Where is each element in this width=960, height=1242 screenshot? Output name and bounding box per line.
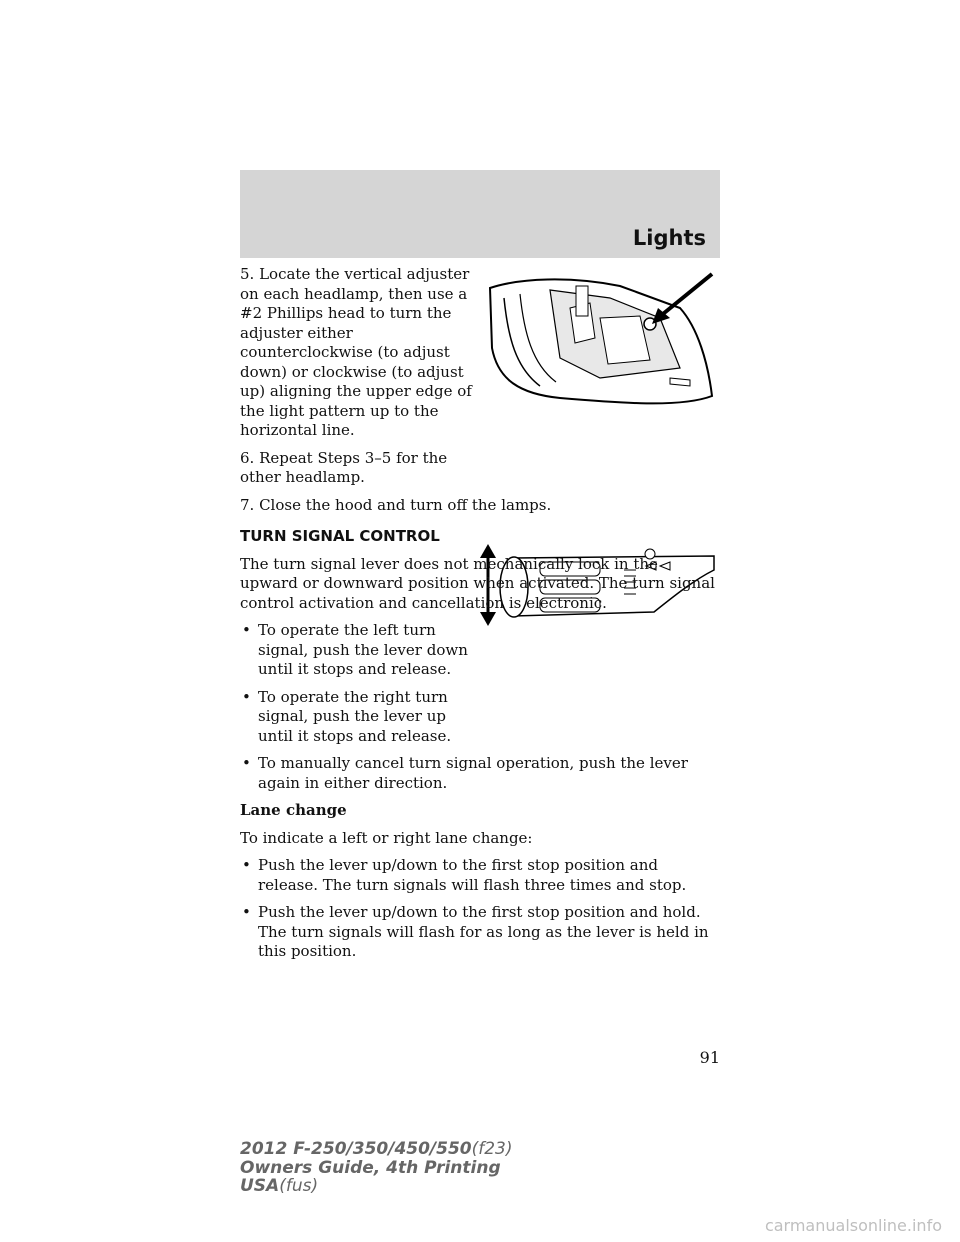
turn-signal-intro: The turn signal lever does not mechanically lock in the upward or downward position when activated. The turn signal control activation and cancellation is electronic. — [240, 554, 715, 612]
heading-lane-change: Lane change — [240, 801, 347, 819]
bullet-symbol: • — [242, 856, 251, 874]
list-item — [240, 688, 480, 747]
step-5: 5. Locate the vertical adjuster on each headlamp, then use a #2 Phillips head to turn the adjuster either counterclockwise (to adjust down) or clockwise (to adjust up) aligning the upper edge of the light pattern up to the horizontal line. — [240, 265, 472, 439]
list-item-text: To operate the left turn signal, push the lever down until it stops and release. — [258, 621, 468, 678]
section-header-band — [240, 170, 720, 258]
list-item-text: Push the lever up/down to the first stop position and release. The turn signals will flash three times and stop. — [258, 856, 687, 894]
page-content — [240, 265, 720, 970]
bullet-symbol: • — [242, 621, 251, 639]
list-item — [240, 621, 480, 680]
step-7: 7. Close the hood and turn off the lamps. — [240, 495, 552, 514]
list-item-text: To operate the right turn signal, push the lever up until it stops and release. — [258, 687, 452, 745]
list-item — [240, 754, 720, 793]
step-6: 6. Repeat Steps 3–5 for the other headlamp. — [240, 448, 448, 486]
list-item-text: To manually cancel turn signal operation, push the lever again in either direction. — [258, 754, 688, 792]
footer-line-1 — [240, 1140, 513, 1159]
footer-model-code: (f23) — [471, 1139, 513, 1159]
footer-line-3 — [240, 1177, 513, 1196]
lane-change-intro: To indicate a left or right lane change: — [240, 828, 533, 847]
list-item — [240, 856, 720, 895]
print-footer — [240, 1140, 513, 1196]
list-item — [240, 903, 720, 962]
list-item-text: Push the lever up/down to the first stop position and hold. The turn signals will flash for as long as the lever is held in this position. — [258, 903, 709, 960]
footer-model: 2012 F-250/350/450/550 — [240, 1139, 472, 1159]
footer-market-code: (fus) — [279, 1176, 319, 1196]
watermark: carmanualsonline.info — [764, 1216, 942, 1235]
page-number: 91 — [699, 1048, 720, 1067]
footer-market: USA — [240, 1176, 280, 1196]
bullet-symbol: • — [242, 687, 251, 706]
footer-line-2: Owners Guide, 4th Printing — [240, 1157, 501, 1178]
heading-turn-signal-control: TURN SIGNAL CONTROL — [240, 527, 440, 545]
bullet-symbol: • — [242, 754, 251, 772]
bullet-symbol: • — [242, 903, 251, 921]
section-title: Lights — [632, 226, 706, 250]
